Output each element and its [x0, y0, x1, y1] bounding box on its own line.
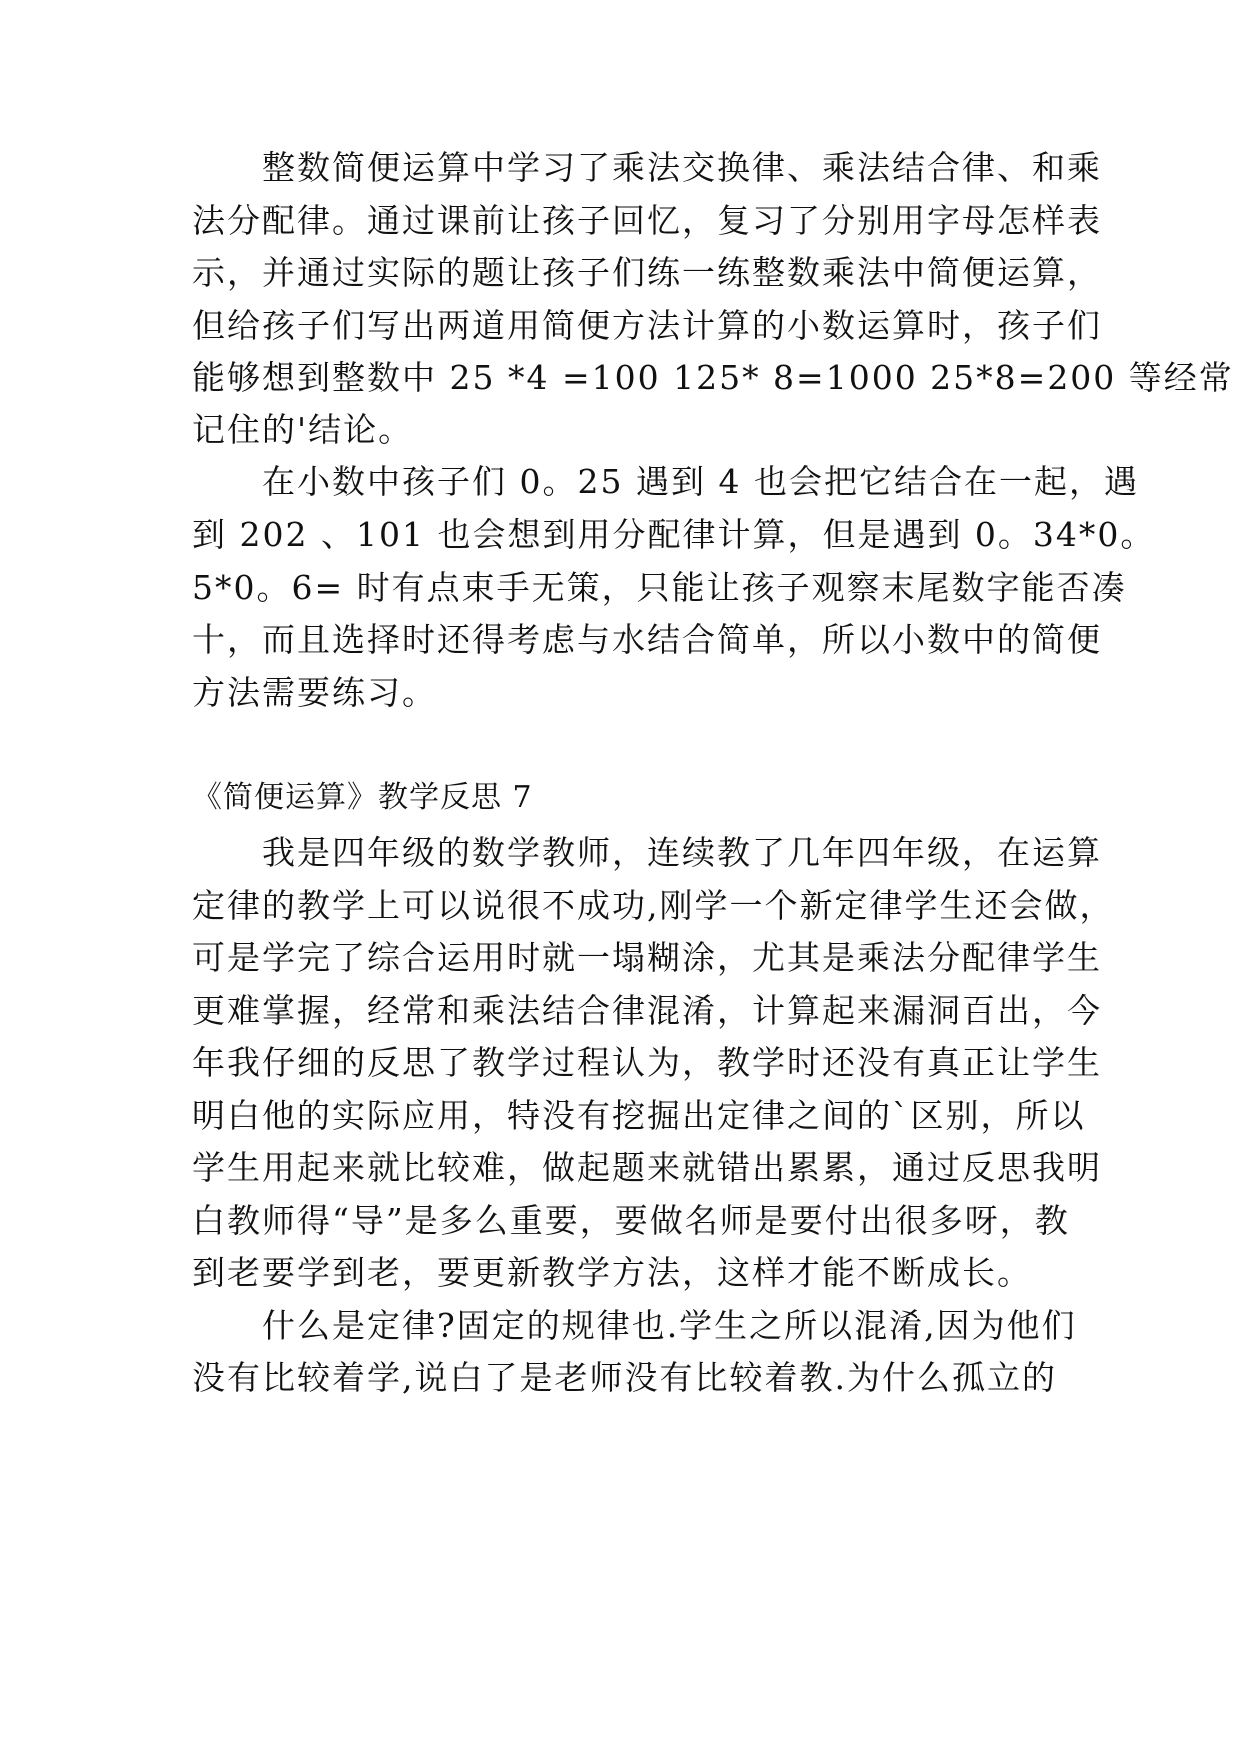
- paragraph-line: 示，并通过实际的题让孩子们练一练整数乘法中简便运算，: [192, 253, 1102, 292]
- paragraph-line: 十，而且选择时还得考虑与水结合简单，所以小数中的简便: [192, 620, 1102, 659]
- paragraph-line: 5*0。6= 时有点束手无策，只能让孩子观察末尾数字能否凑: [192, 568, 1127, 607]
- paragraph-line: 整数简便运算中学习了乘法交换律、乘法结合律、和乘: [192, 148, 1102, 187]
- paragraph-line: 年我仔细的反思了教学过程认为，教学时还没有真正让学生: [192, 1043, 1102, 1082]
- paragraph-line: 什么是定律?固定的规律也.学生之所以混淆,因为他们: [192, 1306, 1077, 1345]
- paragraph-line: 可是学完了综合运用时就一塌糊涂，尤其是乘法分配律学生: [192, 938, 1102, 977]
- paragraph-line: 法分配律。通过课前让孩子回忆，复习了分别用字母怎样表: [192, 201, 1102, 240]
- paragraph-line: 学生用起来就比较难，做起题来就错出累累，通过反思我明: [192, 1148, 1102, 1187]
- paragraph-line: 能够想到整数中 25 *4 =100 125* 8=1000 25*8=200 等经常: [192, 358, 1234, 397]
- paragraph-line: 到老要学到老，要更新教学方法，这样才能不断成长。: [192, 1253, 1032, 1292]
- paragraph-line: 白教师得“导”是多么重要，要做名师是要付出很多呀，教: [192, 1201, 1070, 1240]
- paragraph-line: 更难掌握，经常和乘法结合律混淆，计算起来漏洞百出，今: [192, 991, 1102, 1030]
- section-title: 《简便运算》教学反思 7: [192, 780, 533, 815]
- paragraph-line: 在小数中孩子们 0。25 遇到 4 也会把它结合在一起，遇: [192, 462, 1139, 501]
- paragraph-line: 没有比较着学,说白了是老师没有比较着教.为什么孤立的: [192, 1358, 1057, 1397]
- paragraph-line: 方法需要练习。: [192, 673, 437, 712]
- paragraph-line: 明白他的实际应用，特没有挖掘出定律之间的`区别，所以: [192, 1096, 1086, 1135]
- paragraph-line: 定律的教学上可以说很不成功,刚学一个新定律学生还会做，: [192, 886, 1115, 925]
- paragraph-line: 记住的'结论。: [192, 410, 414, 449]
- paragraph-line: 但给孩子们写出两道用简便方法计算的小数运算时，孩子们: [192, 306, 1102, 345]
- paragraph-line: 到 202 、101 也会想到用分配律计算，但是遇到 0。34*0。: [192, 515, 1156, 554]
- paragraph-line: 我是四年级的数学教师，连续教了几年四年级，在运算: [192, 833, 1102, 872]
